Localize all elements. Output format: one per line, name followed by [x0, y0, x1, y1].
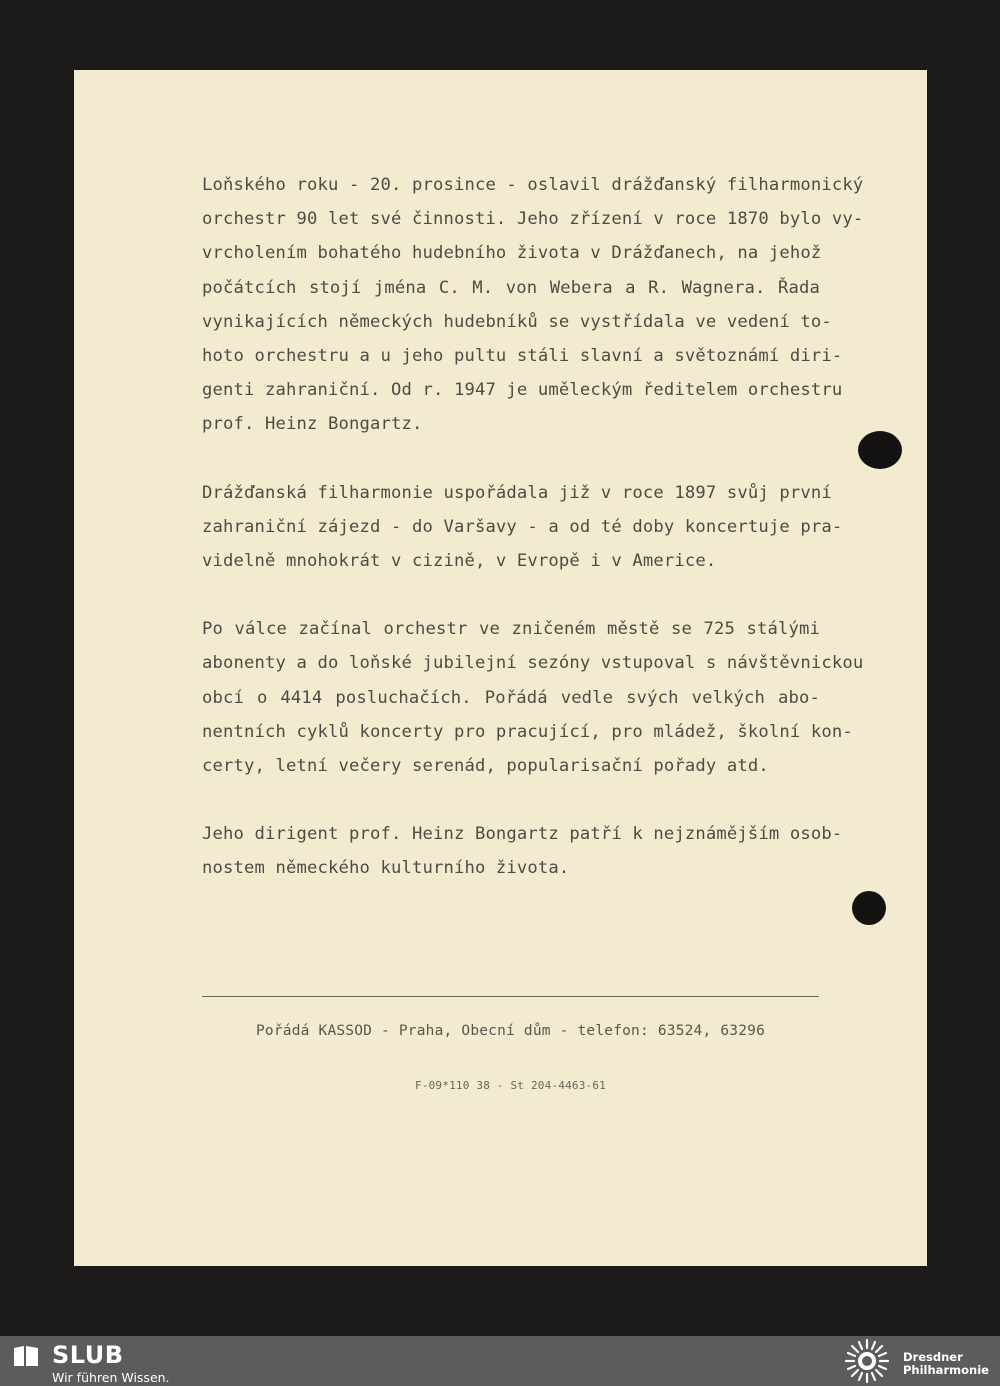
text-line: počátcích stojí jména C. M. von Webera a R. Wagnera. Řada [202, 277, 820, 298]
footer-divider [202, 996, 819, 997]
paragraph-conductor [202, 817, 843, 885]
slub-book-icon[interactable] [12, 1344, 40, 1368]
document-page [74, 70, 927, 1266]
slub-logo-text[interactable]: SLUB [52, 1341, 124, 1369]
text-line: videlně mnohokrát v cizině, v Evropě i v Americe. [202, 551, 717, 572]
slub-tagline: Wir führen Wissen. [52, 1370, 170, 1385]
document-body [202, 168, 864, 920]
text-line: prof. Heinz Bongartz. [202, 414, 423, 435]
text-line: certy, letní večery serenád, popularisační pořady atd. [202, 756, 769, 777]
text-line: abonenty a do loňské jubilejní sezóny vstupoval s návštěvnickou [202, 653, 864, 674]
paragraph-postwar [202, 612, 864, 783]
paragraph-anniversary [202, 168, 864, 442]
text-line: genti zahraniční. Od r. 1947 je uměleckým ředitelem orchestru [202, 380, 843, 401]
dresdner-philharmonie-logo-icon[interactable] [842, 1338, 892, 1384]
text-line: nentních cyklů koncerty pro pracující, pro mládež, školní kon- [202, 721, 853, 742]
text-line: obcí o 4414 posluchačích. Pořádá vedle svých velkých abo- [202, 687, 820, 708]
text-line: nostem německého kulturního života. [202, 858, 570, 879]
text-line: hoto orchestru a u jeho pultu stáli slavní a světoznámí diri- [202, 346, 843, 367]
organizer-footer: Pořádá KASSOD - Praha, Obecní dům - telefon: 63524, 63296 [256, 1023, 765, 1039]
paragraph-tours [202, 476, 843, 579]
text-line: orchestr 90 let své činnosti. Jeho zřízení v roce 1870 bylo vy- [202, 209, 864, 230]
print-code: F-09*110 38 - St 204-4463-61 [414, 1079, 607, 1092]
text-line: vynikajících německých hudebníků se vystřídala ve vedení to- [202, 311, 832, 332]
text-line: zahraniční zájezd - do Varšavy - a od té doby koncertuje pra- [202, 516, 843, 537]
text-line: vrcholením bohatého hudebního života v Drážďanech, na jehož [202, 243, 822, 264]
partner-line-2: Philharmonie [903, 1363, 989, 1377]
text-line: Loňského roku - 20. prosince - oslavil drážďanský filharmonický [202, 175, 864, 195]
partner-line-1: Dresdner [903, 1350, 963, 1364]
viewer-bottom-bar [0, 1336, 1000, 1386]
text-line: Po válce začínal orchestr ve zničeném městě se 725 stálými [202, 619, 820, 640]
dresdner-philharmonie-wordmark[interactable] [903, 1351, 989, 1377]
punch-hole [852, 891, 886, 925]
text-line: Drážďanská filharmonie uspořádala již v roce 1897 svůj první [202, 482, 832, 503]
text-line: Jeho dirigent prof. Heinz Bongartz patří k nejznámějším osob- [202, 824, 843, 845]
punch-hole [858, 431, 902, 469]
